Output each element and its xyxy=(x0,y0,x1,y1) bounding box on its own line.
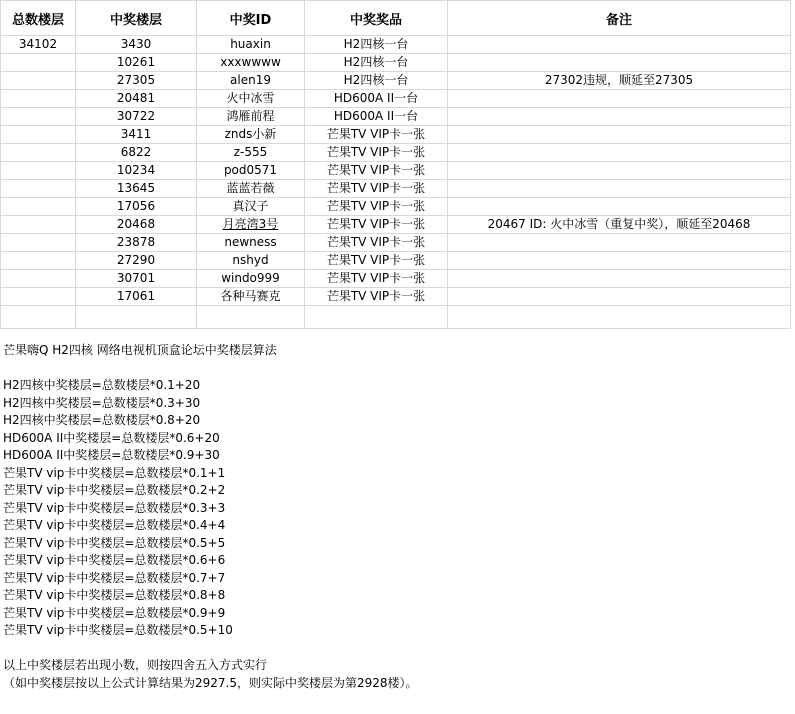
winning-floor-cell: 3411 xyxy=(76,126,197,144)
winning-floor-cell: 30722 xyxy=(76,108,197,126)
empty-row xyxy=(1,306,791,329)
table-row xyxy=(1,198,791,216)
total-floor-cell xyxy=(1,180,76,198)
winner-id-cell: znds小新 xyxy=(197,126,305,144)
formula-line: H2四核中奖楼层=总数楼层*0.1+20 xyxy=(3,378,201,392)
header-total-floor: 总数楼层 xyxy=(1,1,76,36)
formula-line: 芒果TV vip卡中奖楼层=总数楼层*0.9+9 xyxy=(3,605,226,620)
note-cell xyxy=(448,36,791,54)
table-row xyxy=(1,234,791,252)
note-cell xyxy=(448,54,791,72)
prize-cell: 芒果TV VIP卡一张 xyxy=(305,216,448,234)
prize-cell: 芒果TV VIP卡一张 xyxy=(305,162,448,180)
winner-id-cell: 蓝蓝若薇 xyxy=(197,180,305,198)
total-floor-cell xyxy=(1,270,76,288)
table-row xyxy=(1,72,791,90)
table-row xyxy=(1,216,791,234)
winning-floor-cell: 27305 xyxy=(76,72,197,90)
winner-id-cell: 月亮湾3号 xyxy=(197,216,305,234)
total-floor-cell xyxy=(1,198,76,216)
winning-floor-cell: 17056 xyxy=(76,198,197,216)
note-cell xyxy=(448,180,791,198)
table-row xyxy=(1,126,791,144)
prize-cell: HD600A II一台 xyxy=(305,90,448,108)
winner-id-cell: windo999 xyxy=(197,270,305,288)
total-floor-cell xyxy=(1,252,76,270)
note-cell xyxy=(448,90,791,108)
prize-cell: 芒果TV VIP卡一张 xyxy=(305,144,448,162)
note-cell xyxy=(448,252,791,270)
header-prize: 中奖奖品 xyxy=(305,1,448,36)
rules-section xyxy=(3,342,793,692)
table-row xyxy=(1,270,791,288)
table-row xyxy=(1,108,791,126)
header-winning-floor: 中奖楼层 xyxy=(76,1,197,36)
prize-cell: HD600A II一台 xyxy=(305,108,448,126)
rounding-example: （如中奖楼层按以上公式计算结果为2927.5，则实际中奖楼层为第2928楼）。 xyxy=(3,675,418,690)
formula-line: 芒果TV vip卡中奖楼层=总数楼层*0.6+6 xyxy=(3,553,226,567)
prize-cell: 芒果TV VIP卡一张 xyxy=(305,126,448,144)
winner-id-cell: z-555 xyxy=(197,144,305,162)
winning-floor-cell: 30701 xyxy=(76,270,197,288)
header-row xyxy=(1,1,791,36)
formula-line: 芒果TV vip卡中奖楼层=总数楼层*0.7+7 xyxy=(3,570,226,585)
formula-line: 芒果TV vip卡中奖楼层=总数楼层*0.1+1 xyxy=(3,465,226,480)
empty-cell xyxy=(1,306,76,329)
table-row xyxy=(1,144,791,162)
winner-id-cell: 真汉子 xyxy=(197,198,305,216)
note-cell xyxy=(448,162,791,180)
note-cell xyxy=(448,126,791,144)
winning-floor-cell: 3430 xyxy=(76,36,197,54)
winning-floor-cell: 20481 xyxy=(76,90,197,108)
table-row xyxy=(1,36,791,54)
table-row xyxy=(1,54,791,72)
prize-cell: 芒果TV VIP卡一张 xyxy=(305,252,448,270)
formula-line: 芒果TV vip卡中奖楼层=总数楼层*0.2+2 xyxy=(3,483,226,497)
note-cell: 27302违规，顺延至27305 xyxy=(448,72,791,90)
winner-id-cell: 火中冰雪 xyxy=(197,90,305,108)
winner-id-cell: xxxwwww xyxy=(197,54,305,72)
formula-line: H2四核中奖楼层=总数楼层*0.3+30 xyxy=(3,395,201,410)
total-floor-cell xyxy=(1,144,76,162)
note-cell xyxy=(448,270,791,288)
empty-cell xyxy=(76,306,197,329)
winner-id-cell: pod0571 xyxy=(197,162,305,180)
formula-line: 芒果TV vip卡中奖楼层=总数楼层*0.4+4 xyxy=(3,518,226,532)
winner-id-cell: 各种马赛克 xyxy=(197,288,305,306)
total-floor-cell xyxy=(1,90,76,108)
winning-floor-cell: 23878 xyxy=(76,234,197,252)
header-note: 备注 xyxy=(448,1,791,36)
prize-cell: 芒果TV VIP卡一张 xyxy=(305,180,448,198)
formula-line: H2四核中奖楼层=总数楼层*0.8+20 xyxy=(3,413,201,427)
total-floor-cell xyxy=(1,234,76,252)
rules-footer xyxy=(3,657,793,692)
winning-floor-cell: 17061 xyxy=(76,288,197,306)
formula-line: 芒果TV vip卡中奖楼层=总数楼层*0.5+10 xyxy=(3,623,233,637)
total-floor-cell xyxy=(1,162,76,180)
winner-id-cell: 鸿雁前程 xyxy=(197,108,305,126)
prize-cell: 芒果TV VIP卡一张 xyxy=(305,288,448,306)
prize-cell: 芒果TV VIP卡一张 xyxy=(305,234,448,252)
formula-list xyxy=(3,377,793,640)
prize-cell: H2四核一台 xyxy=(305,54,448,72)
total-floor-cell xyxy=(1,54,76,72)
winning-floor-cell: 20468 xyxy=(76,216,197,234)
formula-line: 芒果TV vip卡中奖楼层=总数楼层*0.5+5 xyxy=(3,535,226,550)
winning-floor-cell: 6822 xyxy=(76,144,197,162)
total-floor-cell xyxy=(1,288,76,306)
note-cell xyxy=(448,144,791,162)
winning-floor-cell: 10261 xyxy=(76,54,197,72)
prize-cell: H2四核一台 xyxy=(305,36,448,54)
table-row xyxy=(1,252,791,270)
formula-line: 芒果TV vip卡中奖楼层=总数楼层*0.8+8 xyxy=(3,588,226,602)
total-floor-cell xyxy=(1,126,76,144)
empty-cell xyxy=(305,306,448,329)
winning-floor-cell: 13645 xyxy=(76,180,197,198)
table-row xyxy=(1,288,791,306)
total-floor-cell xyxy=(1,108,76,126)
formula-line: 芒果TV vip卡中奖楼层=总数楼层*0.3+3 xyxy=(3,500,226,515)
winner-id-cell: newness xyxy=(197,234,305,252)
prize-cell: 芒果TV VIP卡一张 xyxy=(305,198,448,216)
table-row xyxy=(1,180,791,198)
note-cell xyxy=(448,288,791,306)
note-cell xyxy=(448,108,791,126)
empty-cell xyxy=(448,306,791,329)
empty-cell xyxy=(197,306,305,329)
formula-line: HD600A II中奖楼层=总数楼层*0.9+30 xyxy=(3,448,220,462)
rounding-rule: 以上中奖楼层若出现小数，则按四舍五入方式实行 xyxy=(3,658,268,672)
prize-cell: 芒果TV VIP卡一张 xyxy=(305,270,448,288)
table-row xyxy=(1,162,791,180)
winning-floor-cell: 27290 xyxy=(76,252,197,270)
total-floor-cell: 34102 xyxy=(1,36,76,54)
table-row xyxy=(1,90,791,108)
winner-id-cell: huaxin xyxy=(197,36,305,54)
header-winner-id: 中奖ID xyxy=(197,1,305,36)
note-cell xyxy=(448,234,791,252)
rules-title: 芒果嗨Q H2四核 网络电视机顶盒论坛中奖楼层算法 xyxy=(3,343,277,357)
winners-table xyxy=(0,0,791,329)
prize-cell: H2四核一台 xyxy=(305,72,448,90)
note-cell: 20467 ID: 火中冰雪（重复中奖），顺延至20468 xyxy=(448,216,791,234)
formula-line: HD600A II中奖楼层=总数楼层*0.6+20 xyxy=(3,430,220,445)
note-cell xyxy=(448,198,791,216)
winner-id-cell: nshyd xyxy=(197,252,305,270)
winner-id-cell: alen19 xyxy=(197,72,305,90)
total-floor-cell xyxy=(1,216,76,234)
total-floor-cell xyxy=(1,72,76,90)
winning-floor-cell: 10234 xyxy=(76,162,197,180)
